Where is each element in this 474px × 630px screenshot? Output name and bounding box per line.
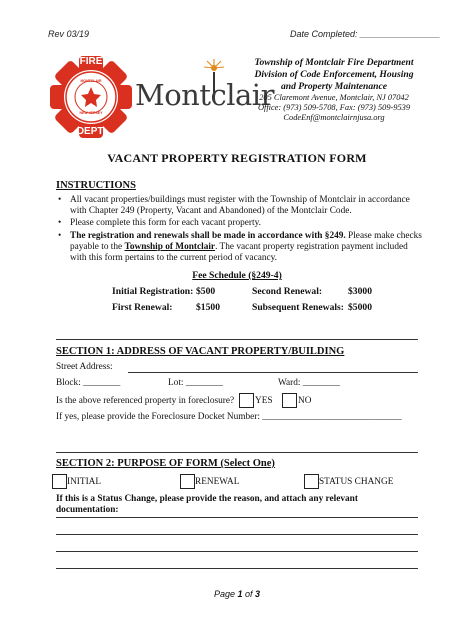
department-name xyxy=(218,57,450,93)
section-2-heading: SECTION 2: PURPOSE OF FORM (Select One) xyxy=(56,458,275,469)
department-address xyxy=(218,93,450,123)
form-title: VACANT PROPERTY REGISTRATION FORM xyxy=(107,151,367,165)
department-line-3: and Property Maintenance xyxy=(280,81,388,92)
department-line-1: Township of Montclair Fire Department xyxy=(254,57,414,68)
instructions-heading: INSTRUCTIONS xyxy=(56,180,136,191)
purpose-initial-checkbox[interactable] xyxy=(52,474,67,489)
street-address-field[interactable] xyxy=(128,372,418,373)
phone-line: Office: (973) 509-5708, Fax: (973) 509-9539 xyxy=(257,103,411,112)
page-prefix: Page xyxy=(213,589,238,599)
fee-initial-value: $500 xyxy=(196,286,216,297)
email-line: CodeEnf@montclairnjusa.org xyxy=(283,113,385,122)
fee-first-value: $1500 xyxy=(196,302,220,313)
page-number xyxy=(0,589,474,599)
fee-initial-label: Initial Registration: xyxy=(112,286,194,297)
department-line-2: Division of Code Enforcement, Housing xyxy=(254,69,414,80)
purpose-status-change-label: STATUS CHANGE xyxy=(319,477,394,487)
page-current: 1 xyxy=(237,589,243,599)
payee-name: Township of Montclair xyxy=(124,241,216,252)
instruction-item: • The registration and renewals shall be made in accordance with §249. Please make checks payable to the Township of Montclair. The vacant property registration payment included with this form pertains to the current period of vacancy. xyxy=(58,230,422,264)
fee-renewal-value: $3000 xyxy=(348,286,372,297)
block-field[interactable]: Block: ________ xyxy=(56,378,121,388)
purpose-renewal-label: RENEWAL xyxy=(195,477,240,487)
address-line: 205 Claremont Avenue, Montclair, NJ 07042 xyxy=(259,93,409,102)
foreclosure-yes-checkbox[interactable] xyxy=(239,393,254,408)
instruction-item: • Please complete this form for each vacant property. xyxy=(58,218,261,229)
foreclosure-yes-label: YES xyxy=(255,396,273,406)
page-of: of xyxy=(242,589,256,599)
ward-field[interactable]: Ward: ________ xyxy=(278,378,340,388)
status-change-reason-line[interactable] xyxy=(56,551,418,552)
fee-first-label: First Renewal: xyxy=(112,302,173,313)
street-address-label: Street Address: xyxy=(56,362,113,372)
date-completed-label: Date Completed: ________________ xyxy=(290,29,441,39)
montclair-wordmark: Montclair xyxy=(135,78,274,112)
fee-schedule-heading: Fee Schedule (§249-4) xyxy=(192,270,282,281)
section-2-divider xyxy=(56,452,418,453)
foreclosure-question: Is the above referenced property in foreclosure? xyxy=(56,396,235,406)
foreclosure-no-label: NO xyxy=(298,396,312,406)
status-change-reason-line[interactable] xyxy=(56,568,418,569)
seal-bottom-text: DEPT. xyxy=(76,126,106,137)
fee-renewal-label: Second Renewal: xyxy=(252,286,323,297)
instruction-bold-text: The registration and renewals shall be made in accordance with §249. xyxy=(70,230,346,241)
fee-subsequent-value: $5000 xyxy=(348,302,372,313)
section-1-heading: SECTION 1: ADDRESS OF VACANT PROPERTY/BUILDING xyxy=(56,346,345,357)
foreclosure-docket-field[interactable]: If yes, please provide the Foreclosure Docket Number: ______________________________ xyxy=(56,412,402,422)
lot-field[interactable]: Lot: ________ xyxy=(168,378,224,388)
section-1-divider xyxy=(56,339,418,340)
foreclosure-no-checkbox[interactable] xyxy=(282,393,297,408)
instruction-item: • All vacant properties/buildings must register with the Township of Montclair in accordance with Chapter 249 (Property, Vacant and Abandoned) of the Montclair Code. xyxy=(58,195,410,217)
instruction-text: Please complete this form for each vacant property. xyxy=(70,218,261,229)
revision-label: Rev 03/19 xyxy=(48,29,90,39)
fire-department-seal xyxy=(48,54,134,140)
seal-right-text: NEW JERSEY xyxy=(79,111,103,115)
status-change-instructions: If this is a Status Change, please provide the reason, and attach any relevant documentation: xyxy=(56,494,358,516)
seal-top-text: FIRE xyxy=(79,56,103,67)
status-change-reason-line[interactable] xyxy=(56,534,418,535)
fee-subsequent-label: Subsequent Renewals: xyxy=(252,302,344,313)
page-total: 3 xyxy=(255,589,261,599)
purpose-initial-label: INITIAL xyxy=(67,477,102,487)
instructions-list xyxy=(56,195,422,265)
instruction-text: . The vacant property registration payment included with this form pertains to the current period of vacancy. xyxy=(70,241,408,264)
instruction-text: All vacant properties/buildings must register with the Township of Montclair in accordance with Chapter 249 (Property, Vacant and Abandoned) of the Montclair Code. xyxy=(70,195,410,217)
purpose-status-change-checkbox[interactable] xyxy=(304,474,319,489)
status-change-reason-line[interactable] xyxy=(56,517,418,518)
purpose-renewal-checkbox[interactable] xyxy=(180,474,195,489)
instruction-text: Please make checks payable to the xyxy=(70,230,422,252)
seal-left-text: MONTCLAIR xyxy=(80,79,102,83)
